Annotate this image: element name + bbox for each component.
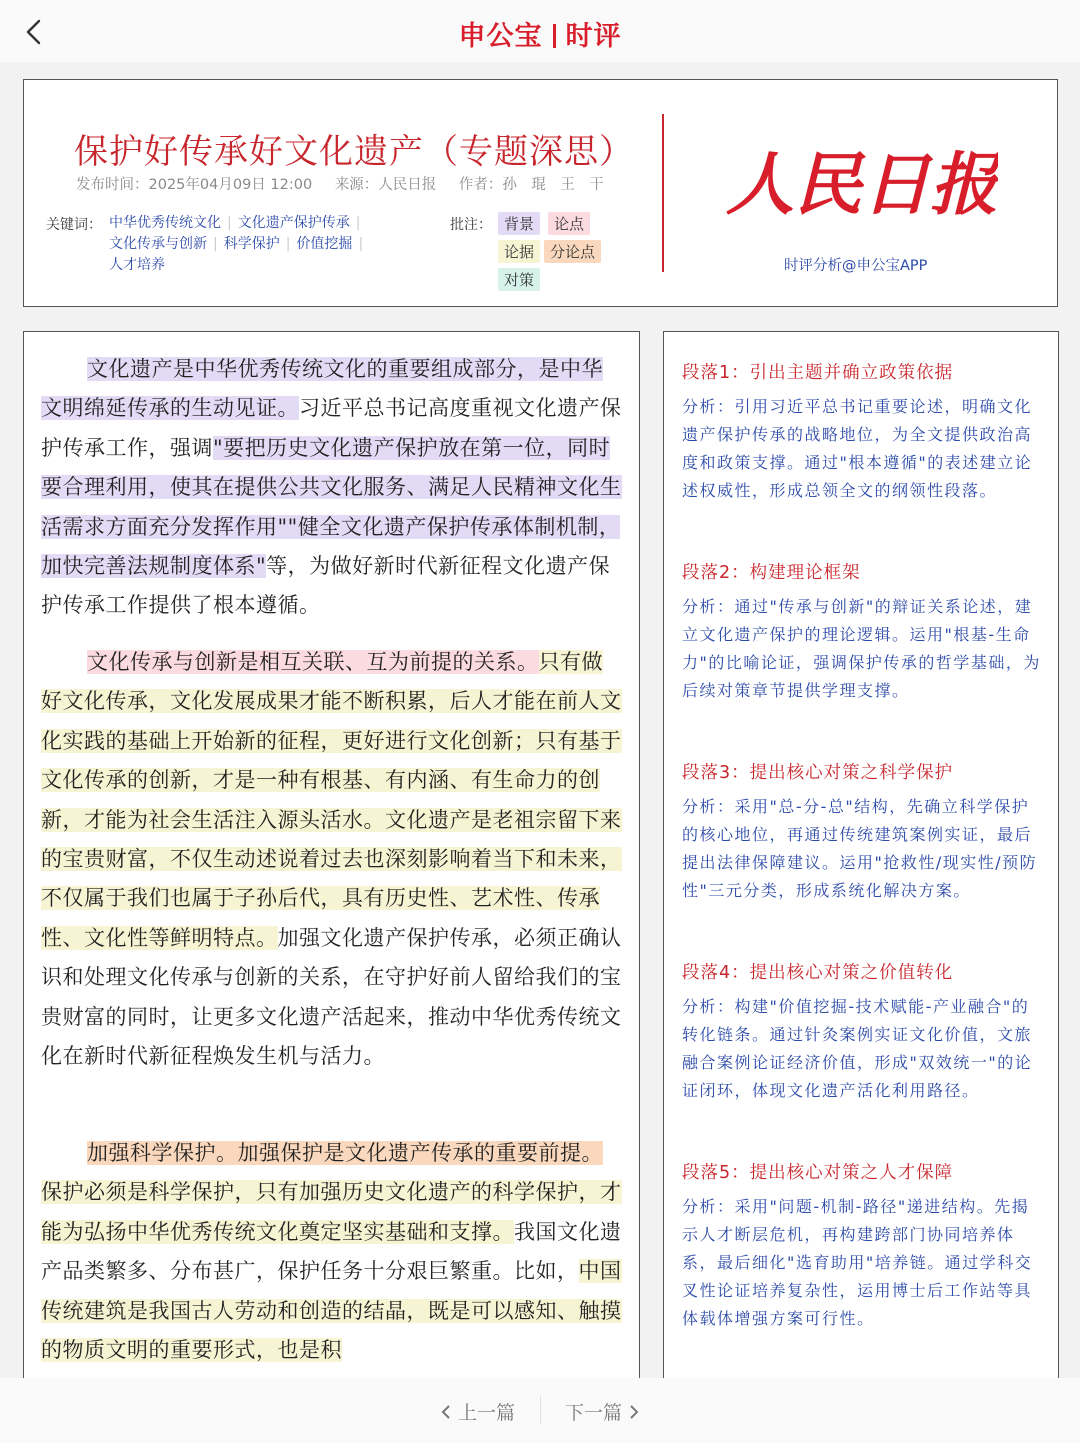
- keyword-divider: |: [213, 236, 218, 252]
- analysis-panel: [663, 331, 1059, 1381]
- newspaper-logo: [726, 120, 998, 230]
- legend-argument: 论点: [548, 212, 590, 235]
- highlight-sub-argument: 加强科学保护。加强保护是文化遗产传承的重要前提。: [87, 1141, 603, 1165]
- article-meta: [76, 173, 622, 194]
- article-source: 来源：人民日报: [334, 177, 437, 193]
- analysis-section-body-5: 分析：采用"问题-机制-路径"递进结构。先揭示人才断层危机，再构建跨部门协同培养体系，最后细化"选育助用"培养链。通过学科交叉性论证培养复杂性，运用博士后工作站等具体载体增强方案可行性。: [682, 1197, 1033, 1328]
- nav-divider: [540, 1396, 541, 1424]
- keyword-tag[interactable]: 人才培养: [109, 257, 165, 273]
- article-paragraph-3: [41, 1134, 623, 1370]
- highlight-evidence: 只有做好文化传承，文化发展成果才能不断积累，后人才能在前人文化实践的基础上开始新的征程，更好进行文化创新；只有基于文化传承的创新，才是一种有根基、有内涵、有生命力的创新，才能为社会生活注入源头活水。文化遗产是老祖宗留下来的宝贵财富，不仅生动述说着过去也深刻影响着当下和未来，不仅属于我们也属于子孙后代，具有历史性、艺术性、传承性、文化性等鲜明特点。: [41, 650, 622, 950]
- keyword-divider: |: [285, 236, 291, 252]
- analysis-section-body-4: 分析：构建"价值挖掘-技术赋能-产业融合"的转化链条。通过针灸案例实证文化价值，文旅融合案例论证经济价值，形成"双效统一"的论证闭环，体现文化遗产活化利用路径。: [682, 997, 1033, 1100]
- highlight-background: 文化遗产是中华优秀传统文化的重要组成部分，是中华文明绵延传承的生动见证。: [41, 357, 603, 421]
- keywords-label: 关键词：: [46, 217, 102, 233]
- keyword-divider: |: [355, 215, 361, 231]
- highlight-background: "要把历史文化遗产保护放在第一位，同时要合理利用，使其在提供公共文化服务、满足人民精神文化生活需求方面充分发挥作用""健全文化遗产保护传承体制机制，加快完善法规制度体系": [41, 435, 622, 579]
- top-bar: [0, 0, 1080, 62]
- prev-article-button[interactable]: [440, 1398, 515, 1425]
- legend-evidence: 论据: [498, 240, 540, 263]
- highlight-evidence: 中国传统建筑是我国古人劳动和创造的结晶，既是可以感知、触摸的物质文明的重要形式，也是积: [41, 1259, 622, 1363]
- highlight-evidence: 保护必须是科学保护，只有加强历史文化遗产的科学保护，才能为弘扬中华优秀传统文化奠定坚实基础和支撑。: [41, 1180, 622, 1244]
- chevron-left-icon: [440, 1403, 452, 1421]
- analysis-section-title-4: 段落4：提出核心对策之价值转化: [682, 963, 954, 983]
- legend-sub-argument: 分论点: [544, 240, 601, 263]
- keyword-tag[interactable]: 科学保护: [223, 236, 280, 252]
- brand-divider: [553, 24, 556, 48]
- plain-text: 习近平总书记高度重视文化遗产保护传承工作，强调: [41, 396, 622, 460]
- logo-caption: 时评分析@申公宝APP: [784, 258, 928, 274]
- header-divider: [662, 114, 664, 272]
- legend-background: 背景: [498, 212, 540, 235]
- next-article-button[interactable]: [565, 1398, 640, 1425]
- logo-text: 人民日报: [726, 145, 998, 225]
- analysis-section-title-1: 段落1：引出主题并确立政策依据: [682, 363, 954, 383]
- plain-text: 等，为做好新时代新征程文化遗产保护传承工作提供了根本遵循。: [41, 554, 611, 618]
- analysis-section-title-2: 段落2：构建理论框架: [682, 563, 861, 583]
- article-authors: 作者：孙 琨 王 干: [458, 177, 604, 193]
- article-header-card: [23, 79, 1058, 307]
- prev-article-label: 上一篇: [458, 1402, 516, 1424]
- article-paragraph-1: [41, 350, 623, 626]
- brand-name: 申公宝: [458, 21, 543, 52]
- analysis-section-body-2: 分析：通过"传承与创新"的辩证关系论述，建立文化遗产保护的理论逻辑。运用"根基-生命力"的比喻论证，强调保护传承的哲学基础，为后续对策章节提供学理支撑。: [682, 597, 1041, 700]
- analysis-section-title-3: 段落3：提出核心对策之科学保护: [682, 763, 954, 783]
- article-paragraph-2: [41, 643, 623, 1076]
- next-article-label: 下一篇: [565, 1402, 623, 1424]
- keyword-divider: |: [227, 215, 232, 231]
- keyword-tag[interactable]: 文化传承与创新: [109, 236, 207, 252]
- keyword-tag[interactable]: 中华优秀传统文化: [109, 215, 221, 231]
- analysis-section-title-5: 段落5：提出核心对策之人才保障: [682, 1163, 954, 1183]
- app-brand: [0, 14, 1080, 53]
- legend-countermeasure: 对策: [498, 268, 540, 291]
- plain-text: 我国文化遗产品类繁多、分布甚广，保护任务十分艰巨繁重。比如，: [41, 1219, 622, 1284]
- publish-time: 发布时间：2025年04月09日 12:00: [76, 177, 313, 193]
- analysis-section-body-1: 分析：引用习近平总书记重要论述，明确文化遗产保护传承的战略地位，为全文提供政治高度和政策支撑。通过"根本遵循"的表述建立论述权威性，形成总领全文的纲领性段落。: [682, 397, 1033, 500]
- annotation-legend-label: 批注：: [450, 217, 492, 233]
- bottom-nav-bar: [0, 1378, 1080, 1443]
- keywords-list: [109, 213, 409, 276]
- highlight-argument: 文化传承与创新是相互关联、互为前提的关系。: [87, 650, 539, 674]
- brand-section: 时评: [565, 21, 622, 52]
- article-body: [23, 331, 640, 1443]
- article-title: 保护好传承好文化遗产（专题深思）: [74, 132, 634, 172]
- plain-text: 加强文化遗产保护传承，必须正确认识和处理文化传承与创新的关系，在守护好前人留给我们的宝贵财富的同时，让更多文化遗产活起来，推动中华优秀传统文化在新时代新征程焕发生机与活力。: [41, 925, 622, 1069]
- keyword-tag[interactable]: 价值挖掘: [296, 236, 353, 252]
- keyword-divider: |: [358, 236, 364, 252]
- keyword-tag[interactable]: 文化遗产保护传承: [237, 215, 350, 231]
- chevron-right-icon: [628, 1403, 640, 1421]
- analysis-section-body-3: 分析：采用"总-分-总"结构，先确立科学保护的核心地位，再通过传统建筑案例实证，最后提出法律保障建议。运用"抢救性/现实性/预防性"三元分类，形成系统化解决方案。: [682, 797, 1038, 900]
